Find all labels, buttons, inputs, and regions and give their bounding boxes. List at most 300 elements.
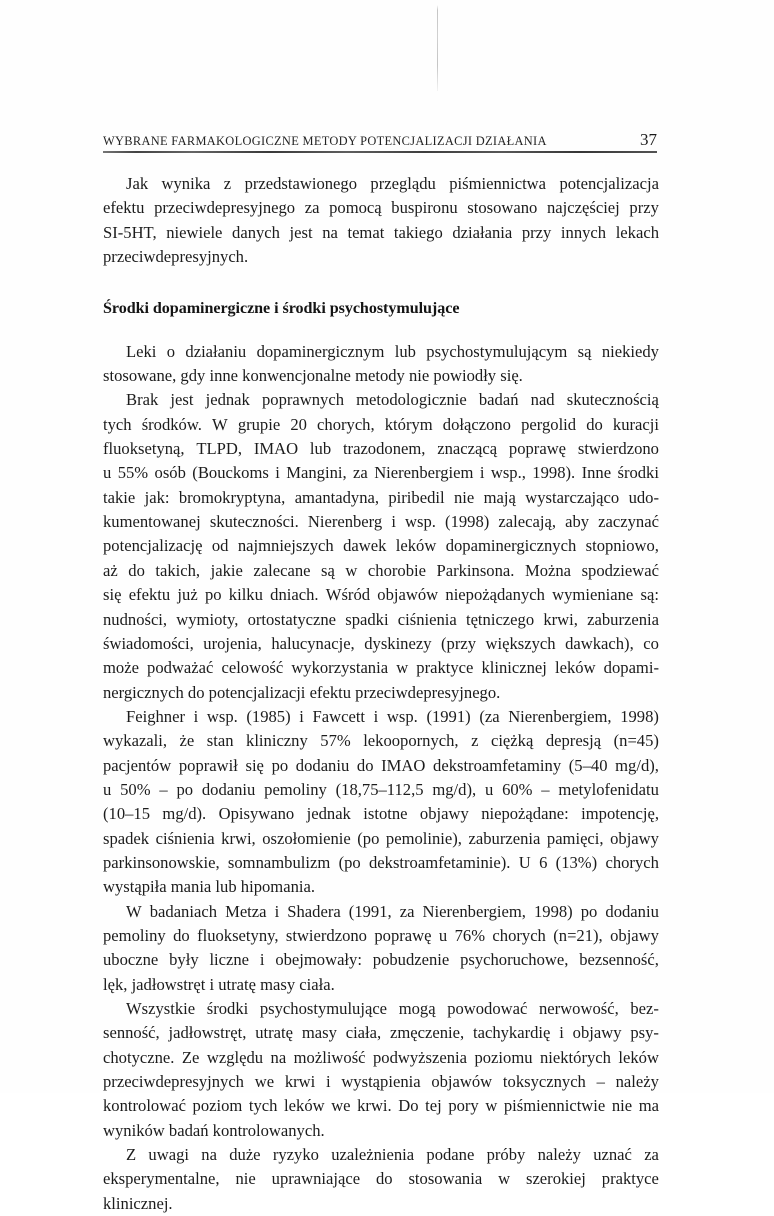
word: krwi. <box>357 1096 392 1116</box>
text-line <box>103 559 659 583</box>
word: ciśnienia <box>155 828 215 848</box>
word: (10–15 <box>103 804 151 824</box>
word: próby <box>486 1145 526 1165</box>
word: dawek <box>343 536 387 556</box>
word: kilku <box>228 585 263 605</box>
text-line <box>103 900 659 924</box>
word: W <box>126 901 142 921</box>
word: jednak <box>205 390 250 410</box>
word: – <box>159 779 168 799</box>
word: – <box>541 779 550 799</box>
word: ryzyko <box>272 1145 319 1165</box>
word: Leki <box>126 341 157 361</box>
word: i <box>259 950 265 970</box>
word: takich, <box>155 560 201 580</box>
word: tych <box>103 414 132 434</box>
word: amantadyna, <box>294 487 380 507</box>
body-text-column <box>103 172 659 1216</box>
text-line <box>103 705 659 729</box>
word: Z <box>126 1145 137 1165</box>
word: podane <box>426 1145 475 1165</box>
word: (5–40 <box>568 755 608 775</box>
word: U <box>518 852 531 872</box>
word: Opisywano <box>218 804 295 824</box>
word: leków <box>284 1096 325 1116</box>
paragraph <box>103 997 659 1143</box>
word: IMAO <box>253 439 299 459</box>
word: uzależnienia <box>331 1145 415 1165</box>
word: z <box>471 731 479 751</box>
word: efektu <box>128 585 171 605</box>
word: już <box>177 585 198 605</box>
word: i <box>479 463 485 483</box>
word: objawy <box>610 828 659 848</box>
word: fluoksetyny, <box>197 925 279 945</box>
word: buspironu <box>391 198 458 218</box>
word: skutecznością <box>566 390 659 410</box>
text-line <box>103 1021 659 1045</box>
word: psychostymulujące <box>259 999 388 1018</box>
text-line <box>103 681 659 705</box>
word: (1991, <box>348 901 392 921</box>
word-run: przeciwdepresyjnych. <box>103 247 249 267</box>
word: wsp. <box>386 706 418 726</box>
text-line <box>103 1046 659 1070</box>
word: którym <box>384 414 433 434</box>
word: IMAO <box>381 755 426 775</box>
word: spadki <box>345 609 389 629</box>
word: Wszystkie <box>126 999 196 1018</box>
word: masy <box>301 1023 337 1043</box>
word: pergolid <box>521 414 577 434</box>
word: stwierdzono <box>285 925 367 945</box>
word: SI-5HT, <box>103 222 157 242</box>
word: dopaminergicznych <box>445 536 577 556</box>
word: mg/d), <box>432 779 477 799</box>
word: (po <box>338 852 361 872</box>
word: przeciwdepresyjnych <box>103 1072 244 1092</box>
word: w <box>345 560 358 580</box>
text-line <box>103 534 659 558</box>
word: leków <box>618 1047 659 1067</box>
word: objawy <box>610 925 659 945</box>
word: 1998). <box>532 463 576 483</box>
word: praktyce <box>601 1169 659 1189</box>
word: wsp. <box>206 706 238 726</box>
word: Parkinsona. <box>436 560 515 580</box>
word: za <box>644 1145 659 1165</box>
word: 55% <box>117 463 149 483</box>
word: wymieniane <box>552 585 634 605</box>
word: jak: <box>144 487 170 507</box>
paragraph <box>103 172 659 269</box>
word: Do <box>398 1096 419 1116</box>
text-line <box>103 924 659 948</box>
word: poprawę <box>374 925 432 945</box>
word: tych <box>248 1096 278 1116</box>
word: badań <box>478 390 519 410</box>
word: urojenia, <box>203 633 262 653</box>
word: nudności, <box>103 609 168 629</box>
word: efektu <box>103 198 145 218</box>
word: z <box>223 174 232 193</box>
word: ciała, <box>345 1023 382 1043</box>
word: tętniczego <box>465 609 535 629</box>
word: niepożądanych <box>445 585 545 605</box>
word: chorych <box>605 852 659 872</box>
word: mają <box>483 487 516 507</box>
word: somnambulizm <box>227 852 331 872</box>
text-line <box>103 461 659 485</box>
word: leków <box>395 536 437 556</box>
word: świadomości, <box>103 633 194 653</box>
text-line <box>103 802 659 826</box>
word: Inne <box>581 463 612 483</box>
word: może <box>103 658 139 678</box>
word: kontrolować <box>103 1096 186 1116</box>
word: do <box>128 560 145 580</box>
word: że <box>179 731 195 751</box>
word: najmniejszych <box>237 536 334 556</box>
word: podważać <box>147 658 214 678</box>
word: psychoruchowe, <box>460 950 569 970</box>
word: psy- <box>630 1023 659 1043</box>
word: jest <box>289 222 313 242</box>
word: wsp., <box>490 463 526 483</box>
word: niektórych <box>539 1047 611 1067</box>
word: Jak <box>126 174 149 193</box>
word: ciężką <box>490 731 534 751</box>
word: lekach <box>615 222 659 242</box>
word: należy <box>537 1145 581 1165</box>
word: takiego <box>393 222 443 242</box>
text-line <box>103 510 659 534</box>
paragraph <box>103 705 659 900</box>
word: przeciwdepresyjnego <box>154 198 296 218</box>
word: u <box>103 463 112 483</box>
word: objawów <box>377 585 439 605</box>
word: po <box>176 779 194 799</box>
text-line <box>103 1119 659 1143</box>
word: są: <box>640 585 659 605</box>
text-line <box>103 1143 659 1167</box>
text-line <box>103 583 659 607</box>
word: najczęściej <box>547 198 620 218</box>
paragraph <box>103 388 659 704</box>
word: piśmiennictwie <box>503 1096 606 1116</box>
word: danych <box>232 222 280 242</box>
word: (n=21), <box>553 925 603 945</box>
text-line <box>103 1192 659 1216</box>
word: krwi, <box>543 609 578 629</box>
word: działania <box>452 222 513 242</box>
text-line <box>103 875 659 899</box>
word: Fawcett <box>312 706 366 726</box>
word: (1991) <box>426 706 471 726</box>
word: wymioty, <box>176 609 239 629</box>
word: stopniowo, <box>585 536 659 556</box>
word: chorych <box>492 925 546 945</box>
word: praktyce <box>416 658 474 678</box>
paragraph <box>103 340 659 389</box>
word: Wśród <box>325 585 371 605</box>
word: uwagi <box>148 1145 189 1165</box>
word: o <box>166 341 176 361</box>
word: i <box>193 706 199 726</box>
word: jednak <box>306 804 351 824</box>
spacer <box>103 269 659 297</box>
word: pomocą <box>329 198 382 218</box>
word: wsp. <box>405 512 436 532</box>
word: kliniczny <box>246 731 308 751</box>
text-line <box>103 413 659 437</box>
word: tachykardię <box>472 1023 551 1043</box>
word: i <box>274 901 280 921</box>
text-line <box>103 973 659 997</box>
word: we <box>331 1096 351 1116</box>
word: celowość <box>221 658 284 678</box>
word: zaburzenia <box>587 609 659 629</box>
word: niewiele <box>166 222 223 242</box>
word: (13%) <box>555 852 598 872</box>
word: do <box>375 1169 393 1189</box>
text-line <box>103 172 659 196</box>
text-line <box>103 340 659 364</box>
paragraph <box>103 900 659 997</box>
word: osób <box>154 463 186 483</box>
running-header <box>103 130 657 148</box>
word: halucynacje, <box>271 633 355 653</box>
word: krwi <box>284 1072 316 1092</box>
word: (przy <box>441 633 477 653</box>
text-line <box>103 778 659 802</box>
word-run: wystąpiła mania lub hipomania. <box>103 877 315 897</box>
word: od <box>211 536 229 556</box>
text-line <box>103 196 659 220</box>
word: stosowano <box>467 198 538 218</box>
word: wykorzystania <box>291 658 389 678</box>
word: spodziewać <box>581 560 659 580</box>
word: Metza <box>225 901 267 921</box>
word: trazodonem, <box>342 439 426 459</box>
word: krwi, <box>221 828 256 848</box>
word: po <box>271 755 289 775</box>
word: przedstawionego <box>244 174 358 193</box>
word-run: klinicznej. <box>103 1193 173 1213</box>
word: w <box>498 1169 511 1189</box>
word: bezsenność, <box>579 950 659 970</box>
word-run: lęk, jadłowstręt i utratę masy ciała. <box>103 974 335 994</box>
word: względu <box>206 1047 264 1067</box>
word: u <box>103 779 112 799</box>
word: wynika <box>161 174 211 193</box>
spacer <box>103 322 659 340</box>
word: w <box>396 658 409 678</box>
word: i <box>325 1072 331 1092</box>
word: nie <box>453 487 475 507</box>
text-line <box>103 754 659 778</box>
word: Mangini, <box>286 463 347 483</box>
word: chorych, <box>317 414 375 434</box>
word: (1998) <box>445 512 490 532</box>
word: poziom <box>192 1096 243 1116</box>
word: dopami- <box>603 658 659 678</box>
word: poprawił <box>178 755 238 775</box>
word: 20 <box>290 414 307 434</box>
word: pemolinie), <box>385 828 462 848</box>
word: działaniu <box>185 341 247 361</box>
word: pamięci, <box>546 828 604 848</box>
word: zaczynać <box>598 512 659 532</box>
word: zalecane <box>253 560 311 580</box>
word: (n=45) <box>613 731 659 751</box>
text-line <box>103 729 659 753</box>
text-line <box>103 221 659 245</box>
word: Ze <box>181 1047 200 1067</box>
word: kuracji <box>612 414 659 434</box>
word: i <box>275 463 280 483</box>
word: Feighner <box>126 706 185 726</box>
word: 6 <box>539 852 548 872</box>
word: za <box>353 463 368 483</box>
word: wystarczająco <box>525 487 620 507</box>
section-heading: Środki dopaminergiczne i środki psychostymulujące <box>103 300 460 318</box>
word: powodować <box>447 999 528 1018</box>
word: (za <box>479 706 500 726</box>
word: mogą <box>398 999 436 1018</box>
word: i <box>559 1023 564 1043</box>
word: senność, <box>103 1023 160 1043</box>
word: badaniach <box>149 901 217 921</box>
word: niekiedy <box>601 341 659 361</box>
word: dodaniu <box>295 755 350 775</box>
word: są <box>577 341 592 361</box>
word: potencjalizacja <box>559 174 659 193</box>
word: objawy <box>419 804 469 824</box>
word: na <box>201 1145 217 1165</box>
word: dodaniu <box>201 779 256 799</box>
word: za <box>399 901 415 921</box>
word: udo- <box>628 487 659 507</box>
word-run: wyników badań kontrolowanych. <box>103 1120 325 1140</box>
word: stwierdzono <box>577 439 659 459</box>
word: mg/d). <box>162 804 207 824</box>
word: pemoliny <box>264 779 327 799</box>
word: takie <box>103 487 136 507</box>
word: pemoliny <box>103 925 166 945</box>
word: – <box>596 1072 605 1092</box>
word: szerokiej <box>525 1169 586 1189</box>
word: ma <box>638 1096 659 1116</box>
word: nie <box>611 1096 633 1116</box>
word: aż <box>103 560 118 580</box>
scan-artifact-line <box>437 5 438 91</box>
word: oszołomienie <box>262 828 351 848</box>
word: do <box>586 414 603 434</box>
word: stan <box>206 731 234 751</box>
word: są <box>321 560 335 580</box>
word: wystąpienia <box>341 1072 421 1092</box>
word: jest <box>170 390 194 410</box>
word: psychostymulującym <box>426 341 568 361</box>
word: aby <box>565 512 590 532</box>
word: dopaminergicznym <box>256 341 385 361</box>
text-line <box>103 608 659 632</box>
word: uboczne <box>103 950 159 970</box>
word: poprawę <box>508 439 567 459</box>
word: eksperymentalne, <box>103 1169 220 1189</box>
word: stosowania <box>408 1169 483 1189</box>
paragraph <box>103 1143 659 1216</box>
word: dniach. <box>270 585 319 605</box>
word: jakie <box>210 560 243 580</box>
word: nie <box>235 1169 256 1189</box>
word: się <box>245 755 264 775</box>
word: ortostatyczne <box>247 609 337 629</box>
text-line <box>103 486 659 510</box>
text-line <box>103 437 659 461</box>
word: dekstroamfetaminy <box>433 755 562 775</box>
word: kumentowanej <box>103 512 201 532</box>
word: innych <box>560 222 607 242</box>
word: objawów <box>431 1072 493 1092</box>
word: w <box>485 1096 498 1116</box>
word: 76% <box>454 925 486 945</box>
word: dawkach), <box>565 633 634 653</box>
word: 57% <box>320 731 351 751</box>
word: przy <box>521 222 552 242</box>
word: zmęczenie, <box>390 1023 465 1043</box>
text-line <box>103 632 659 656</box>
word: Shadera <box>287 901 341 921</box>
word: metodologicznie <box>356 390 467 410</box>
word: się <box>103 585 122 605</box>
word: (1985) <box>246 706 291 726</box>
word: lub <box>309 439 332 459</box>
text-line <box>103 1167 659 1191</box>
word: utratę <box>255 1023 294 1043</box>
word: uznać <box>593 1145 632 1165</box>
word: i <box>299 706 304 726</box>
word: piribedil <box>388 487 445 507</box>
word: Brak <box>126 390 159 410</box>
word: 50% <box>120 779 151 799</box>
word: (18,75–112,5 <box>335 779 424 799</box>
word: bez- <box>630 999 659 1018</box>
word: dodaniu <box>605 901 659 921</box>
running-header-title: WYBRANE FARMAKOLOGICZNE METODY POTENCJALIZACJI DZIAŁANIA <box>103 134 547 148</box>
word: Nierenbergiem <box>374 463 474 483</box>
word-run: nergicznych do potencjalizacji efektu przeciwdepresyjnego. <box>103 682 501 702</box>
word: mg/d), <box>615 755 659 775</box>
text-line <box>103 656 659 680</box>
word: większych <box>485 633 556 653</box>
word: (po <box>357 828 380 848</box>
word: liczne <box>209 950 250 970</box>
word: depresją <box>545 731 602 751</box>
word: 60% <box>502 779 533 799</box>
word: przeglądu <box>370 174 436 193</box>
word: temat <box>347 222 385 242</box>
word: poprawnych <box>261 390 344 410</box>
word: znaczącą <box>437 439 498 459</box>
text-line <box>103 388 659 412</box>
word: pory <box>448 1096 479 1116</box>
word: środków. <box>141 414 202 434</box>
word: Nierenbergiem, <box>508 706 612 726</box>
word: leków <box>555 658 596 678</box>
word: do <box>356 755 374 775</box>
